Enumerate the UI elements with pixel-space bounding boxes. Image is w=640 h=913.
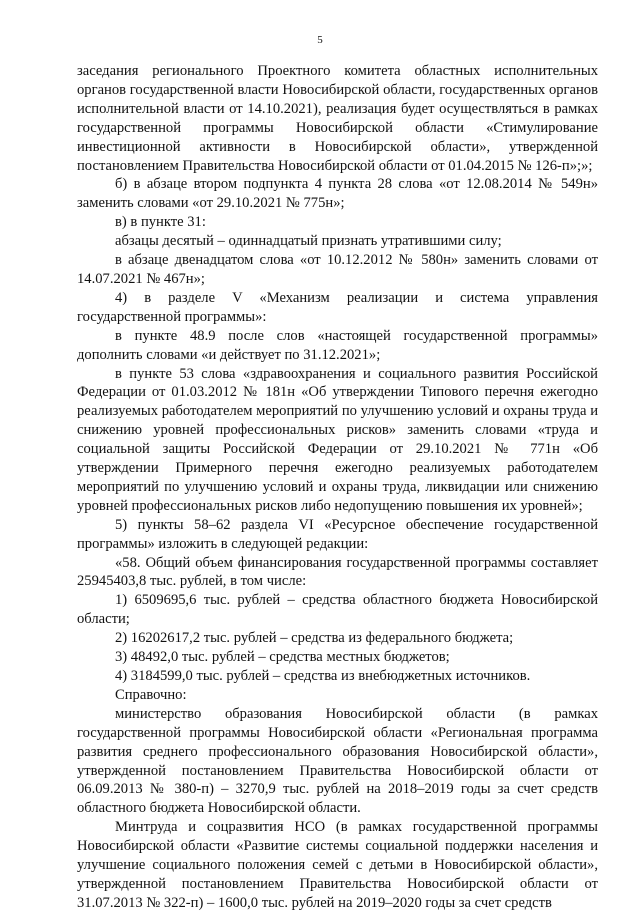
paragraph: в пункте 48.9 после слов «настоящей государственной программы» дополнить словами «и действует по 31.12.2021»; — [77, 327, 598, 363]
paragraph: министерство образования Новосибирской области (в рамках государственной программы Новосибирской области «Региональная программа развития среднего профессионального образования Новосибирской области», утвержденной постановлением Правительства Новосибирской области от 06.09.2013 № 380-п) – 3270,9 тыс. рублей на 2018–2019 годы за счет средств областного бюджета Новосибирской области. — [77, 705, 598, 817]
paragraph: 1) 6509695,6 тыс. рублей – средства областного бюджета Новосибирской области; — [77, 592, 598, 628]
paragraph: б) в абзаце втором подпункта 4 пункта 28 слова «от 12.08.2014 № 549н» заменить словами «от 29.10.2021 № 775н»; — [77, 176, 598, 212]
paragraph: заседания регионального Проектного комитета областных исполнительных органов государственной власти Новосибирской области, государственных органов исполнительной власти от 14.10.2021), реализация будет осуществляться в рамках государственной программы Новосибирской области «Стимулирование инвестиционной активности в Новосибирской области», утвержденной постановлением Правительства Новосибирской области от 01.04.2015 № 126-п»;»; — [77, 63, 598, 174]
paragraph: 3) 48492,0 тыс. рублей – средства местных бюджетов; — [115, 649, 450, 666]
paragraph: «58. Общий объем финансирования государственной программы составляет 25945403,8 тыс. рублей, в том числе: — [77, 554, 598, 590]
paragraph: 4) 3184599,0 тыс. рублей – средства из внебюджетных источников. — [115, 668, 531, 684]
document-body — [77, 62, 598, 913]
page-number: 5 — [317, 34, 323, 46]
paragraph: абзацы десятый – одиннадцатый признать утратившими силу; — [115, 233, 502, 250]
paragraph: в пункте 53 слова «здравоохранения и социального развития Российской Федерации от 01.03.2012 № 181н «Об утверждении Типового перечня ежегодно реализуемых работодателем мероприятий по улучшению условий и охраны труда и снижению уровней профессиональных рисков» заменить словами «труда и социальной защиты Российской Федерации от 29.10.2021 № 771н «Об утверждении Примерного перечня ежегодно реализуемых работодателем мероприятий по улучшению условий и охраны труда, ликвидации или снижению уровней профессиональных рисков либо недопущению повышения их уровней»; — [77, 365, 598, 514]
paragraph: Справочно: — [115, 686, 187, 703]
paragraph: 2) 16202617,2 тыс. рублей – средства из федерального бюджета; — [115, 630, 514, 647]
paragraph: Минтруда и соцразвития НСО (в рамках государственной программы Новосибирской области «Развитие системы социальной поддержки населения и улучшение социального положения семей с детьми в Новосибирской области», утвержденной постановлением Правительства Новосибирской области от 31.07.2013 № 322-п) – 1600,0 тыс. рублей на 2019–2020 годы за счет средств — [77, 819, 598, 911]
paragraph: в абзаце двенадцатом слова «от 10.12.2012 № 580н» заменить словами от 14.07.2021 № 467н»; — [77, 252, 598, 287]
paragraph: в) в пункте 31: — [115, 214, 206, 231]
paragraph: 5) пункты 58–62 раздела VI «Ресурсное обеспечение государственной программы» изложить в следующей редакции: — [77, 516, 598, 552]
paragraph: 4) в разделе V «Механизм реализации и система управления государственной программы»: — [77, 289, 598, 325]
